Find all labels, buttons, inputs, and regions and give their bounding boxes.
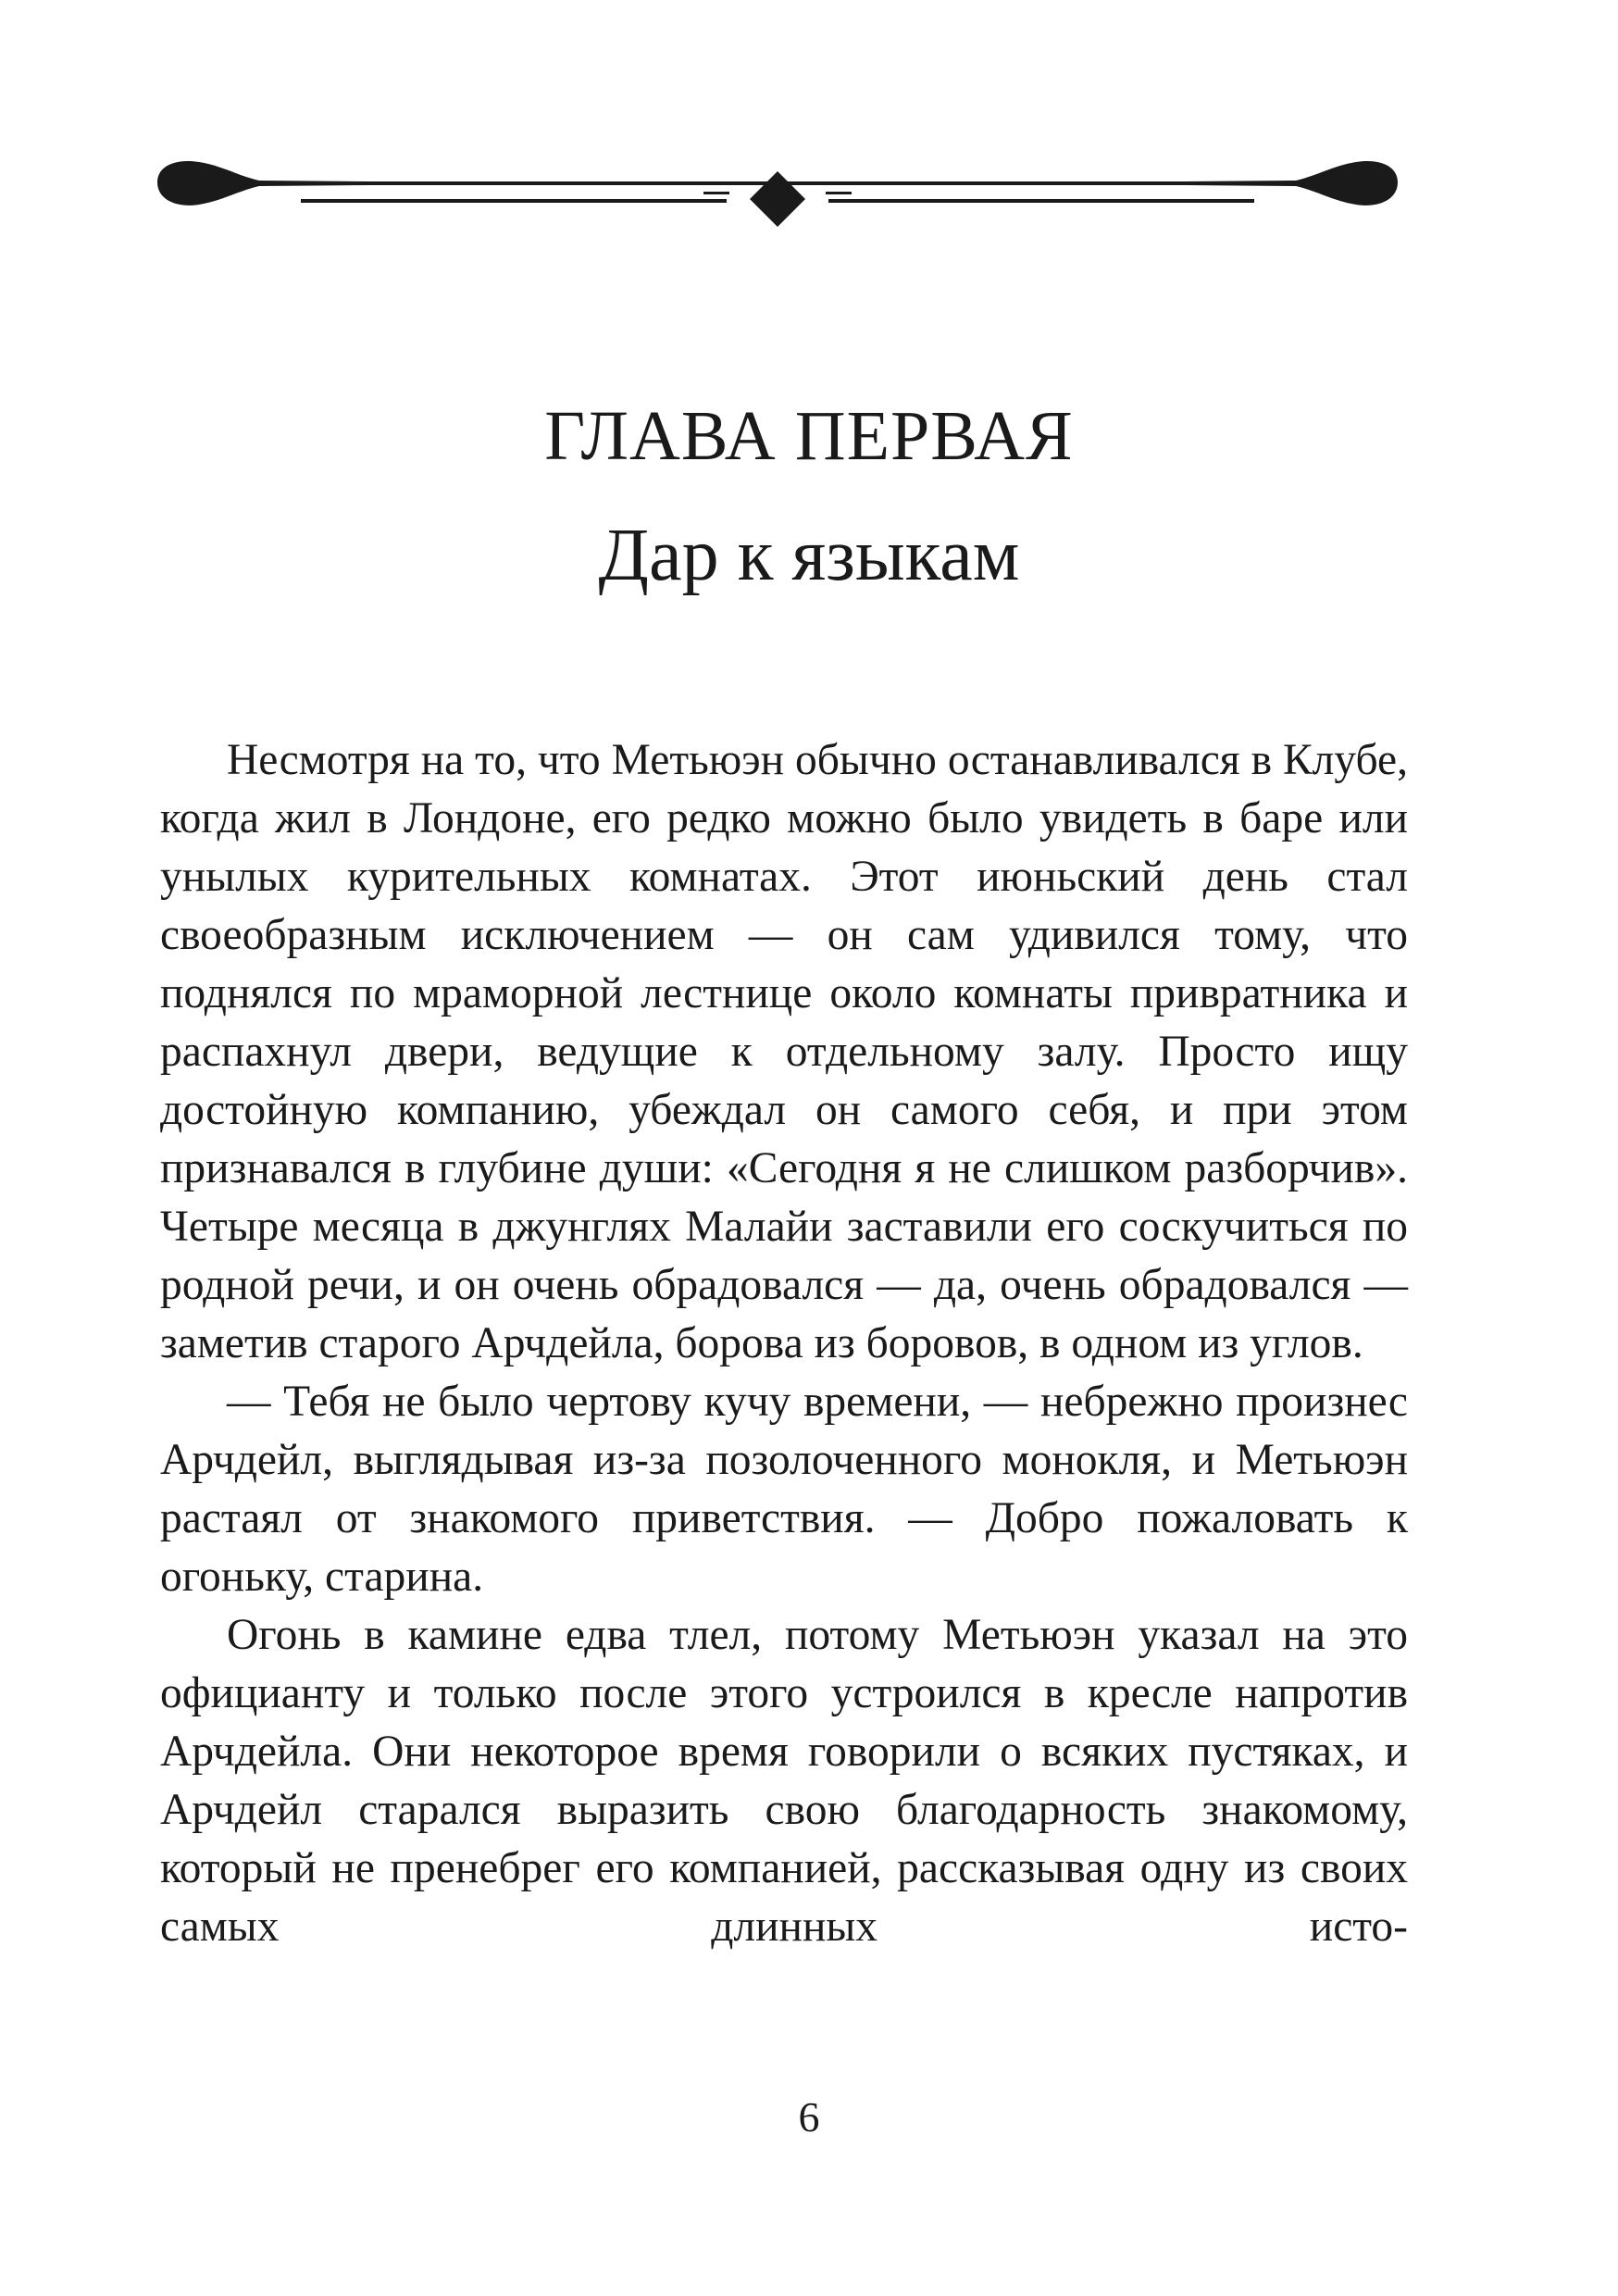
chapter-ornament-divider	[157, 153, 1398, 236]
chapter-title: Дар к языкам	[598, 515, 1020, 596]
paragraph: Огонь в камине едва тлел, потому Метьюэн указал на это официанту и только после этого устроился в кресле напротив Арчдейла. Они некоторое время говорили о всяких пустяках, и Арчдейл старался выразить свою благодарность знакомому, который не пренебрег его компанией, рассказывая одну из своих самых длинных исто-	[160, 1611, 1408, 1951]
chapter-body-text	[160, 731, 1408, 1956]
page-number: 6	[798, 2093, 820, 2140]
paragraph: — Тебя не было чертову кучу времени, — небрежно произнес Арчдейл, выглядывая из-за позолоченного монокля, и Метьюэн растаял от знакомого приветствия. — Добро пожаловать к огоньку, старина.	[160, 1378, 1408, 1601]
paragraph: Несмотря на то, что Метьюэн обычно останавливался в Клубе, когда жил в Лондоне, его редко можно было увидеть в баре или унылых курительных комнатах. Этот июньский день стал своеобразным исключением — он сам удивился тому, что поднялся по мраморной лестнице около комнаты привратника и распахнул двери, ведущие к отдельному залу. Просто ищу достойную компанию, убеждал он самого себя, и при этом признавался в глубине души: «Сегодня я не слишком разборчив». Четыре месяца в джунглях Малайи заставили его соскучиться по родной речи, и он очень обрадовался — да, очень обрадовался — заметив старого Арчдейла, борова из боровов, в одном из углов.	[160, 736, 1408, 1367]
chapter-number: ГЛАВА ПЕРВАЯ	[544, 397, 1074, 475]
